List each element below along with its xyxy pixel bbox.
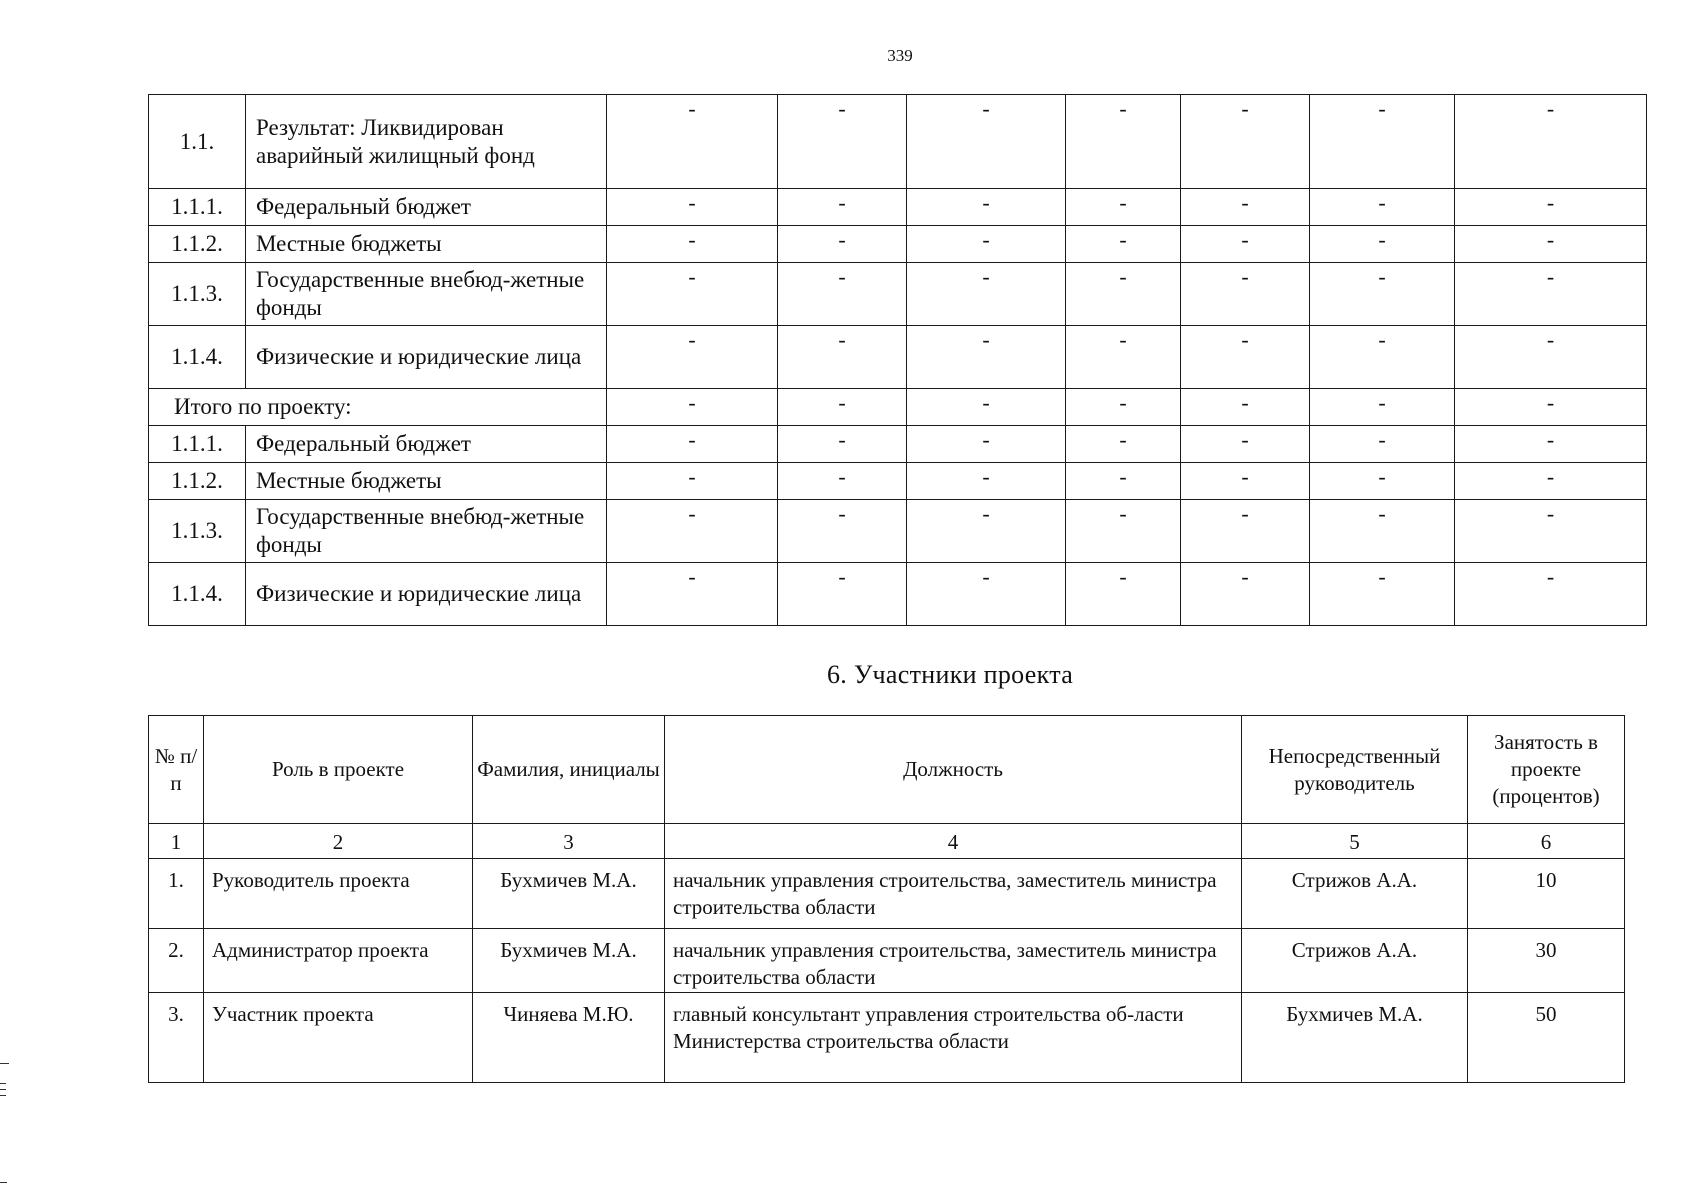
row-label: Государственные внебюд-жетные фонды — [246, 500, 607, 563]
value-cell: - — [1310, 463, 1455, 500]
column-index: 5 — [1242, 824, 1468, 859]
value-cell: - — [607, 95, 778, 189]
value-cell: - — [1181, 500, 1310, 563]
participants-table — [148, 715, 1625, 1083]
value-cell: - — [778, 500, 907, 563]
value-cell: - — [1455, 563, 1647, 626]
value-cell: - — [1310, 226, 1455, 263]
row-number: 1.1.1. — [149, 426, 246, 463]
row-num: 1. — [149, 859, 204, 929]
value-cell: - — [607, 463, 778, 500]
value-cell: - — [778, 226, 907, 263]
value-cell: - — [1455, 263, 1647, 326]
header-name: Фамилия, инициалы — [473, 716, 665, 824]
table-row — [149, 929, 1625, 993]
table-row — [149, 993, 1625, 1083]
value-cell: - — [778, 189, 907, 226]
value-cell: - — [907, 326, 1066, 389]
column-index: 2 — [204, 824, 473, 859]
budget-row — [149, 500, 1647, 563]
row-label: Физические и юридические лица — [246, 563, 607, 626]
value-cell: - — [1066, 95, 1181, 189]
value-cell: - — [907, 389, 1066, 426]
budget-row — [149, 263, 1647, 326]
total-label: Итого по проекту: — [149, 389, 607, 426]
row-number: 1.1.4. — [149, 563, 246, 626]
value-cell: - — [607, 189, 778, 226]
value-cell: - — [1310, 95, 1455, 189]
row-label: Местные бюджеты — [246, 226, 607, 263]
value-cell: - — [907, 263, 1066, 326]
value-cell: - — [1181, 95, 1310, 189]
row-number: 1.1.2. — [149, 463, 246, 500]
value-cell: - — [607, 426, 778, 463]
value-cell: - — [907, 189, 1066, 226]
value-cell: - — [778, 426, 907, 463]
value-cell: - — [607, 500, 778, 563]
row-supervisor: Стрижов А.А. — [1242, 859, 1468, 929]
table-row — [149, 859, 1625, 929]
value-cell: - — [1455, 189, 1647, 226]
value-cell: - — [1066, 263, 1181, 326]
margin-mark — [0, 1182, 7, 1183]
value-cell: - — [1181, 189, 1310, 226]
value-cell: - — [1181, 326, 1310, 389]
value-cell: - — [778, 563, 907, 626]
row-employment: 30 — [1468, 929, 1625, 993]
value-cell: - — [1455, 389, 1647, 426]
row-label: Федеральный бюджет — [246, 426, 607, 463]
section-title: 6. Участники проекта — [826, 660, 1074, 689]
value-cell: - — [907, 95, 1066, 189]
row-label: Физические и юридические лица — [246, 326, 607, 389]
value-cell: - — [907, 426, 1066, 463]
row-position: начальник управления строительства, заместитель министра строительства области — [665, 929, 1242, 993]
value-cell: - — [1066, 426, 1181, 463]
value-cell: - — [1455, 326, 1647, 389]
value-cell: - — [1455, 463, 1647, 500]
budget-row — [149, 189, 1647, 226]
value-cell: - — [907, 226, 1066, 263]
value-cell: - — [778, 389, 907, 426]
row-employment: 50 — [1468, 993, 1625, 1083]
value-cell: - — [778, 95, 907, 189]
value-cell: - — [1310, 426, 1455, 463]
header-num: № п/п — [149, 716, 204, 824]
header-supervisor: Непосредственный руководитель — [1242, 716, 1468, 824]
value-cell: - — [1310, 326, 1455, 389]
value-cell: - — [1310, 263, 1455, 326]
row-num: 2. — [149, 929, 204, 993]
value-cell: - — [1455, 426, 1647, 463]
margin-mark — [0, 1063, 9, 1064]
total-row — [149, 389, 1647, 426]
value-cell: - — [1066, 463, 1181, 500]
budget-row — [149, 95, 1647, 189]
value-cell: - — [607, 389, 778, 426]
value-cell: - — [607, 326, 778, 389]
value-cell: - — [1181, 389, 1310, 426]
value-cell: - — [1066, 500, 1181, 563]
value-cell: - — [1310, 189, 1455, 226]
page-number: 339 — [887, 46, 913, 65]
value-cell: - — [1455, 226, 1647, 263]
budget-row — [149, 463, 1647, 500]
value-cell: - — [1066, 189, 1181, 226]
value-cell: - — [778, 326, 907, 389]
value-cell: - — [607, 563, 778, 626]
budget-row — [149, 426, 1647, 463]
row-label: Федеральный бюджет — [246, 189, 607, 226]
value-cell: - — [1181, 263, 1310, 326]
header-position: Должность — [665, 716, 1242, 824]
column-index: 4 — [665, 824, 1242, 859]
row-name: Бухмичев М.А. — [473, 929, 665, 993]
value-cell: - — [1455, 500, 1647, 563]
value-cell: - — [1181, 463, 1310, 500]
value-cell: - — [1310, 500, 1455, 563]
header-row — [149, 716, 1625, 824]
row-role: Участник проекта — [204, 993, 473, 1083]
value-cell: - — [1310, 389, 1455, 426]
column-index-row — [149, 824, 1625, 859]
budget-row — [149, 563, 1647, 626]
column-index: 1 — [149, 824, 204, 859]
row-num: 3. — [149, 993, 204, 1083]
row-position: начальник управления строительства, заместитель министра строительства области — [665, 859, 1242, 929]
row-label: Государственные внебюд-жетные фонды — [246, 263, 607, 326]
margin-mark — [0, 1089, 6, 1090]
row-name: Бухмичев М.А. — [473, 859, 665, 929]
row-employment: 10 — [1468, 859, 1625, 929]
row-number: 1.1.3. — [149, 263, 246, 326]
row-role: Руководитель проекта — [204, 859, 473, 929]
row-supervisor: Бухмичев М.А. — [1242, 993, 1468, 1083]
value-cell: - — [607, 263, 778, 326]
value-cell: - — [1066, 226, 1181, 263]
row-number: 1.1.4. — [149, 326, 246, 389]
budget-row — [149, 326, 1647, 389]
value-cell: - — [907, 463, 1066, 500]
row-number: 1.1.1. — [149, 189, 246, 226]
value-cell: - — [1181, 226, 1310, 263]
value-cell: - — [778, 263, 907, 326]
row-label: Результат: Ликвидирован аварийный жилищный фонд — [246, 95, 607, 189]
row-name: Чиняева М.Ю. — [473, 993, 665, 1083]
row-label: Местные бюджеты — [246, 463, 607, 500]
row-number: 1.1.3. — [149, 500, 246, 563]
value-cell: - — [1066, 389, 1181, 426]
value-cell: - — [1455, 95, 1647, 189]
value-cell: - — [907, 500, 1066, 563]
row-position: главный консультант управления строительства об-ласти Министерства строительства области — [665, 993, 1242, 1083]
value-cell: - — [1310, 563, 1455, 626]
row-supervisor: Стрижов А.А. — [1242, 929, 1468, 993]
value-cell: - — [778, 463, 907, 500]
header-employment: Занятость в проекте (процентов) — [1468, 716, 1625, 824]
margin-mark — [0, 1083, 6, 1084]
row-number: 1.1.2. — [149, 226, 246, 263]
value-cell: - — [907, 563, 1066, 626]
margin-mark — [0, 1095, 6, 1096]
header-role: Роль в проекте — [204, 716, 473, 824]
row-role: Администратор проекта — [204, 929, 473, 993]
row-number: 1.1. — [149, 95, 246, 189]
column-index: 3 — [473, 824, 665, 859]
value-cell: - — [1066, 326, 1181, 389]
value-cell: - — [1181, 426, 1310, 463]
value-cell: - — [1181, 563, 1310, 626]
budget-table — [148, 94, 1647, 626]
value-cell: - — [607, 226, 778, 263]
budget-row — [149, 226, 1647, 263]
column-index: 6 — [1468, 824, 1625, 859]
value-cell: - — [1066, 563, 1181, 626]
